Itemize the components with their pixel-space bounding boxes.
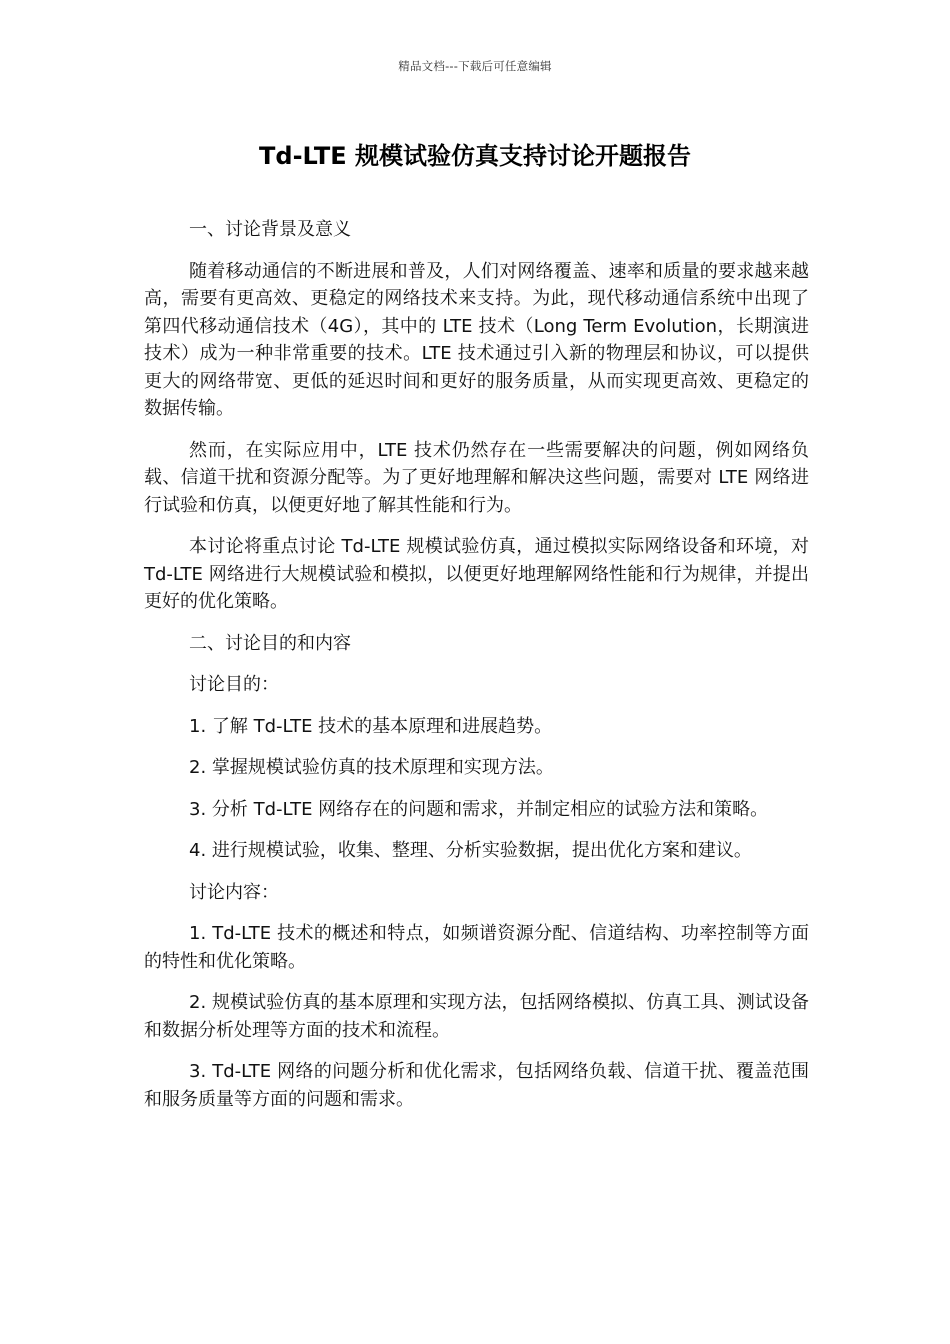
objective-item-3: 3. 分析 Td-LTE 网络存在的问题和需求，并制定相应的试验方法和策略。 <box>189 798 769 820</box>
content-item-2: 2. 规模试验仿真的基本原理和实现方法，包括网络模拟、仿真工具、测试设备和数据分析处理等方面的技术和流程。 <box>144 992 809 1041</box>
subheading-contents: 讨论内容： <box>189 881 279 903</box>
paragraph-background-1: 随着移动通信的不断进展和普及，人们对网络覆盖、速率和质量的要求越来越高，需要有更高效、更稳定的网络技术来支持。为此，现代移动通信系统中出现了第四代移动通信技术（4G），其中的 LTE 技术（Long Term Evolution，长期演进技术）成为一种非常重要的技术。LTE 技术通过引入新的物理层和协议，可以提供更大的网络带宽、更低的延迟时间和更好的服务质量，从而实现更高效、更稳定的数据传输。 <box>144 260 809 419</box>
paragraph-background-3: 本讨论将重点讨论 Td-LTE 规模试验仿真，通过模拟实际网络设备和环境，对 Td-LTE 网络进行大规模试验和模拟，以便更好地理解网络性能和行为规律，并提出更好的优化策略。 <box>144 536 809 612</box>
objective-item-2: 2. 掌握规模试验仿真的技术原理和实现方法。 <box>189 757 554 778</box>
document-title: Td-LTE 规模试验仿真支持讨论开题报告 <box>259 142 691 170</box>
objective-item-1: 1. 了解 Td-LTE 技术的基本原理和进展趋势。 <box>189 715 553 737</box>
paragraph-background-2: 然而，在实际应用中，LTE 技术仍然存在一些需要解决的问题，例如网络负载、信道干扰和资源分配等。为了更好地理解和解决这些问题，需要对 LTE 网络进行试验和仿真，以便更好地了解其性能和行为。 <box>144 439 809 516</box>
content-item-3: 3. Td-LTE 网络的问题分析和优化需求，包括网络负载、信道干扰、覆盖范围和服务质量等方面的问题和需求。 <box>144 1061 809 1110</box>
section-heading-objectives: 二、讨论目的和内容 <box>189 632 351 654</box>
header-watermark: 精品文档---下载后可任意编辑 <box>398 59 552 73</box>
objective-item-4: 4. 进行规模试验，收集、整理、分析实验数据，提出优化方案和建议。 <box>189 840 752 861</box>
subheading-objectives: 讨论目的： <box>189 674 279 695</box>
content-item-1: 1. Td-LTE 技术的概述和特点，如频谱资源分配、信道结构、功率控制等方面的特性和优化策略。 <box>144 923 809 972</box>
section-heading-background: 一、讨论背景及意义 <box>189 219 351 240</box>
document-body <box>144 216 809 1127</box>
